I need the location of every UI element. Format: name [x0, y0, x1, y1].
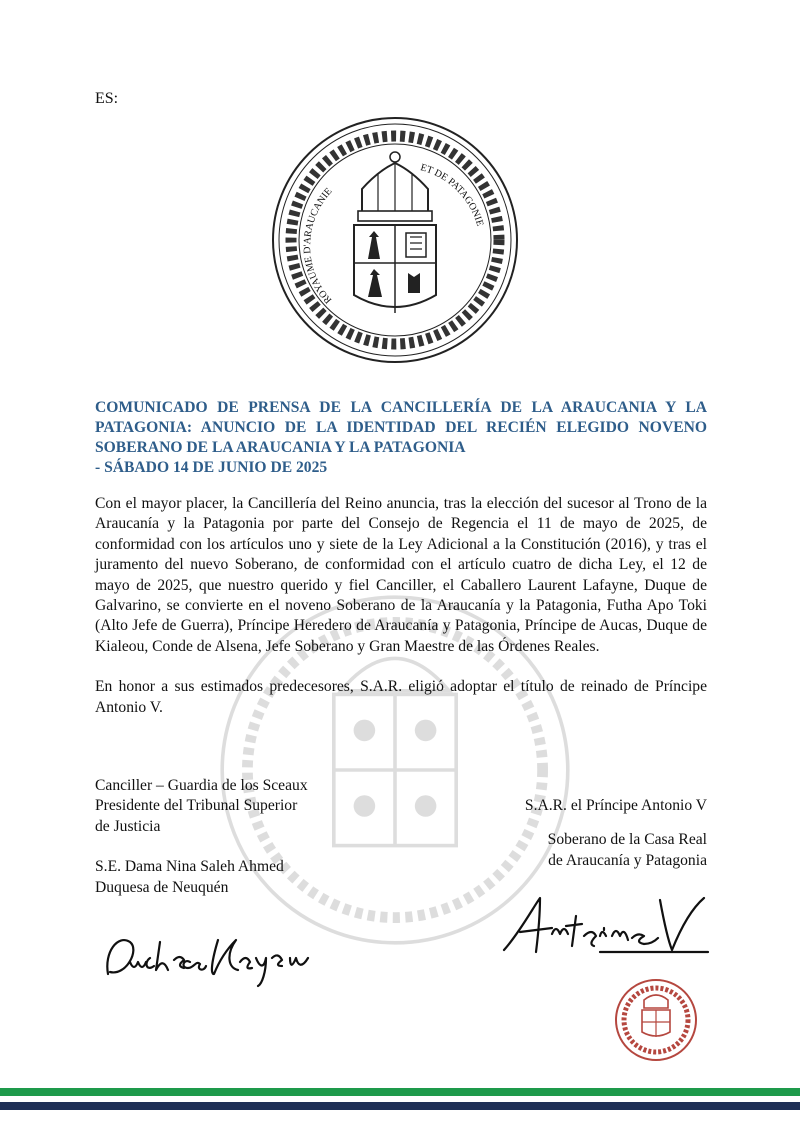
signatory-left-title: Duquesa de Neuquén — [95, 878, 229, 896]
headline-date: - SÁBADO 14 DE JUNIO DE 2025 — [95, 459, 328, 476]
signatory-right-role-2: de Araucanía y Patagonia — [548, 851, 707, 869]
seal-inscription-right: ET DE PATAGONIE — [419, 162, 486, 228]
body-paragraph-2: En honor a sus estimados predecesores, S.A.R. eligió adoptar el título de reinado de Príncipe Antonio V. — [95, 678, 707, 716]
duchess-signature-icon — [100, 922, 320, 992]
prince-signature-icon — [500, 892, 710, 962]
signatory-right-block — [460, 796, 707, 871]
footer-stripe-navy — [0, 1102, 800, 1110]
language-tag: ES: — [95, 90, 119, 107]
red-royal-seal-icon — [614, 978, 698, 1062]
headline-title: COMUNICADO DE PRENSA DE LA CANCILLERÍA DE LA ARAUCANIA Y LA PATAGONIA: ANUNCIO DE LA IDENTIDAD DEL RECIÉN ELEGIDO NOVENO SOBERANO DE LA ARAUCANIA Y LA PATAGONIA — [95, 399, 707, 456]
signatory-left-role-2: Presidente del Tribunal Superior — [95, 797, 298, 815]
footer-stripe-green — [0, 1088, 800, 1096]
body-paragraph-1: Con el mayor placer, la Cancillería del Reino anuncia, tras la elección del sucesor al Trono de la Araucanía y la Patagonia por parte del Consejo de Regencia el 11 de mayo de 2025, de conformidad con los artículos uno y siete de la Ley Adicional a la Constitución (2016), y tras el juramento del nuevo Soberano, de conformidad con el artículo cuatro de dicha Ley, el 12 de mayo de 2025, que nuestro querido y fiel Canciller, el Caballero Laurent Lafayne, Duque de Galvarino, se convierte en el noveno Soberano de la Araucanía y la Patagonia, Futha Apo Toki (Alto Jefe de Guerra), Príncipe Heredero de Araucanía y Patagonia, Príncipe de Aucas, Duque de Kialeou, Conde de Alsena, Jefe Soberano y Gran Maestre de las Órdenes Reales. — [95, 495, 707, 655]
signatory-left-block — [95, 776, 395, 898]
signatory-left-role-3: de Justicia — [95, 817, 161, 835]
signatory-right-role-1: Soberano de la Casa Real — [547, 831, 707, 849]
signatory-left-name: S.E. Dama Nina Saleh Ahmed — [95, 858, 284, 876]
press-release-headline — [95, 398, 707, 478]
royal-coat-of-arms-seal-icon — [270, 115, 520, 365]
seal-inscription-left: ROYAUME D'ARAUCANIE — [302, 185, 335, 306]
signatory-left-role-1: Canciller – Guardia de los Sceaux — [95, 777, 308, 794]
press-release-body — [95, 494, 707, 738]
signatory-right-name: S.A.R. el Príncipe Antonio V — [524, 797, 707, 814]
